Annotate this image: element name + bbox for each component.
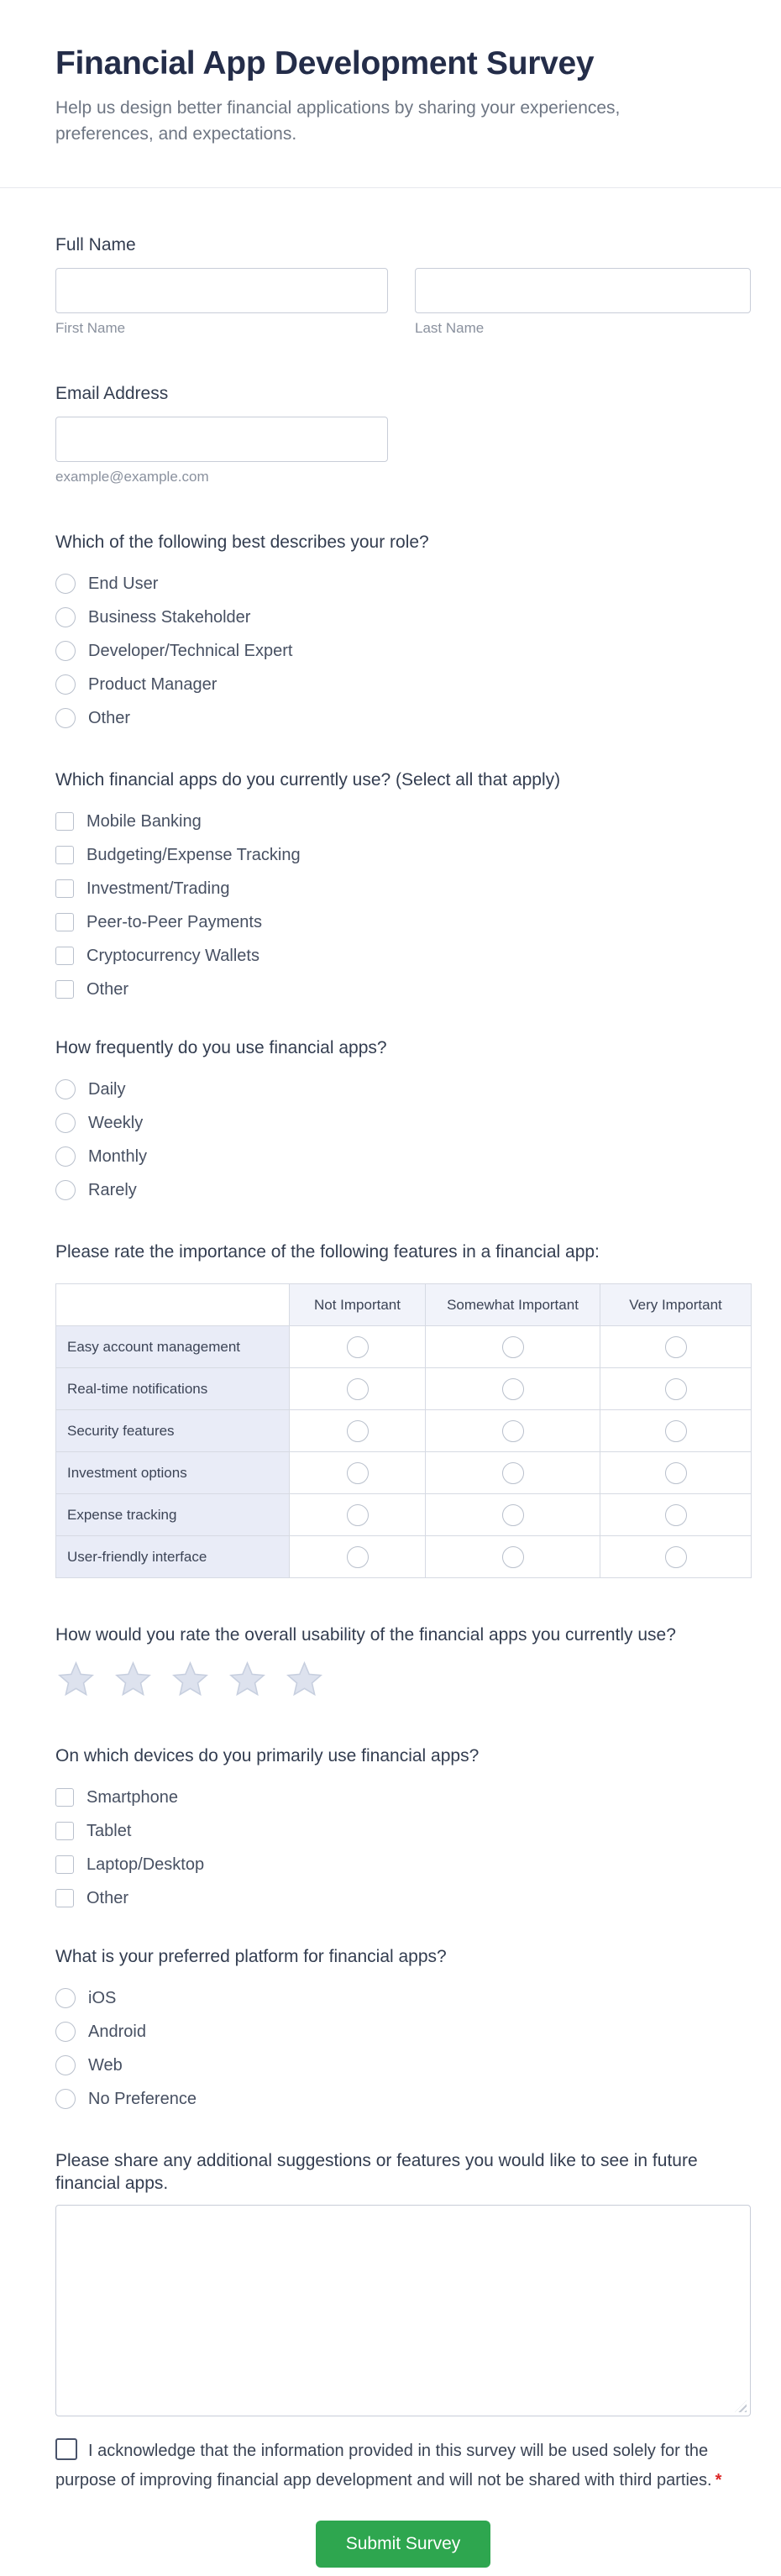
matrix-cell[interactable] bbox=[290, 1536, 426, 1578]
matrix-cell[interactable] bbox=[426, 1536, 600, 1578]
matrix-header-row bbox=[56, 1284, 752, 1326]
checkbox[interactable] bbox=[55, 846, 74, 864]
checkbox-option[interactable] bbox=[55, 1781, 751, 1814]
suggestions-textarea[interactable] bbox=[55, 2205, 751, 2416]
radio-button[interactable] bbox=[347, 1546, 369, 1568]
checkbox[interactable] bbox=[55, 1822, 74, 1840]
option-label[interactable]: Peer-to-Peer Payments bbox=[86, 912, 262, 931]
radio-button[interactable] bbox=[502, 1378, 524, 1400]
matrix-row-label: Easy account management bbox=[56, 1326, 290, 1368]
radio-option[interactable] bbox=[55, 668, 751, 701]
checkbox-option[interactable] bbox=[55, 805, 751, 838]
option-label[interactable]: Android bbox=[88, 2022, 146, 2041]
matrix-corner-cell bbox=[56, 1284, 290, 1326]
radio-button[interactable] bbox=[347, 1378, 369, 1400]
radio-button[interactable] bbox=[502, 1546, 524, 1568]
matrix-cell[interactable] bbox=[290, 1326, 426, 1368]
radio-button[interactable] bbox=[55, 674, 76, 695]
checkbox[interactable] bbox=[55, 947, 74, 965]
radio-button[interactable] bbox=[55, 1180, 76, 1200]
checkbox[interactable] bbox=[55, 1855, 74, 1874]
radio-button[interactable] bbox=[55, 1146, 76, 1167]
matrix-cell[interactable] bbox=[600, 1326, 752, 1368]
checkbox-option[interactable] bbox=[55, 1881, 751, 1915]
radio-option[interactable] bbox=[55, 567, 751, 601]
radio-group-platform bbox=[55, 1981, 751, 2116]
radio-button[interactable] bbox=[55, 2055, 76, 2075]
matrix-row-label: Security features bbox=[56, 1410, 290, 1452]
matrix-row-label: Investment options bbox=[56, 1452, 290, 1494]
suggestions-textarea-wrap bbox=[55, 2205, 751, 2416]
radio-button[interactable] bbox=[502, 1504, 524, 1526]
radio-option[interactable] bbox=[55, 1140, 751, 1173]
checkbox[interactable] bbox=[55, 913, 74, 931]
radio-button[interactable] bbox=[665, 1336, 687, 1358]
checkbox-option[interactable] bbox=[55, 939, 751, 973]
checkbox[interactable] bbox=[55, 879, 74, 898]
radio-option[interactable] bbox=[55, 1173, 751, 1207]
radio-button[interactable] bbox=[55, 708, 76, 728]
star-icon[interactable] bbox=[113, 1660, 154, 1699]
radio-button[interactable] bbox=[55, 2022, 76, 2042]
checkbox-option[interactable] bbox=[55, 838, 751, 872]
radio-button[interactable] bbox=[665, 1504, 687, 1526]
star-icon[interactable] bbox=[170, 1660, 211, 1699]
matrix-row-label: Expense tracking bbox=[56, 1494, 290, 1536]
question-devices bbox=[55, 1744, 751, 1915]
radio-group-frequency bbox=[55, 1073, 751, 1207]
checkbox-group-apps bbox=[55, 805, 751, 1006]
matrix-cell[interactable] bbox=[426, 1368, 600, 1410]
last-name-group bbox=[415, 268, 751, 337]
form-header bbox=[0, 0, 781, 188]
question-label: How would you rate the overall usability of the financial apps you currently use? bbox=[55, 1625, 676, 1645]
question-label: Which financial apps do you currently use? (Select all that apply) bbox=[55, 770, 561, 790]
checkbox[interactable] bbox=[55, 812, 74, 831]
first-name-group bbox=[55, 268, 388, 337]
radio-button[interactable] bbox=[347, 1504, 369, 1526]
matrix-cell[interactable] bbox=[290, 1368, 426, 1410]
matrix-row-label: Real-time notifications bbox=[56, 1368, 290, 1410]
acknowledgment-text: I acknowledge that the information provided in this survey will be used solely for the purpose of improving financial app development and will not be shared with third parties. bbox=[55, 2442, 712, 2489]
option-label[interactable]: Business Stakeholder bbox=[88, 607, 251, 627]
importance-matrix-table bbox=[55, 1283, 752, 1578]
matrix-row bbox=[56, 1410, 752, 1452]
option-label[interactable]: Mobile Banking bbox=[86, 811, 202, 831]
first-name-sublabel: First Name bbox=[55, 320, 126, 336]
first-name-input[interactable] bbox=[55, 268, 388, 313]
question-label: How frequently do you use financial apps? bbox=[55, 1038, 387, 1057]
email-group bbox=[55, 417, 388, 485]
checkbox-option[interactable] bbox=[55, 1814, 751, 1848]
option-label[interactable]: Smartphone bbox=[86, 1787, 178, 1807]
last-name-sublabel: Last Name bbox=[415, 320, 485, 336]
question-label: Please share any additional suggestions or features you would like to see in future financial apps. bbox=[55, 2151, 698, 2193]
question-label: Full Name bbox=[55, 235, 136, 254]
radio-option[interactable] bbox=[55, 601, 751, 634]
option-label[interactable]: End User bbox=[88, 574, 159, 593]
option-label[interactable]: Laptop/Desktop bbox=[86, 1855, 205, 1874]
matrix-cell[interactable] bbox=[600, 1494, 752, 1536]
question-label: What is your preferred platform for financial apps? bbox=[55, 1947, 447, 1966]
option-label[interactable]: Tablet bbox=[86, 1821, 132, 1840]
matrix-column-header: Somewhat Important bbox=[426, 1284, 600, 1326]
question-platform bbox=[55, 1945, 751, 2116]
question-label: On which devices do you primarily use financial apps? bbox=[55, 1746, 480, 1765]
radio-option[interactable] bbox=[55, 1073, 751, 1106]
radio-button[interactable] bbox=[665, 1378, 687, 1400]
question-suggestions bbox=[55, 2149, 751, 2416]
radio-button[interactable] bbox=[502, 1420, 524, 1442]
question-label: Please rate the importance of the following features in a financial app: bbox=[55, 1242, 600, 1262]
radio-button[interactable] bbox=[665, 1420, 687, 1442]
option-label[interactable]: Rarely bbox=[88, 1180, 137, 1199]
matrix-cell[interactable] bbox=[600, 1536, 752, 1578]
radio-option[interactable] bbox=[55, 2082, 751, 2116]
question-role bbox=[55, 531, 751, 735]
checkbox-option[interactable] bbox=[55, 1848, 751, 1881]
star-rating bbox=[55, 1660, 751, 1699]
matrix-column-header: Very Important bbox=[600, 1284, 752, 1326]
matrix-cell[interactable] bbox=[426, 1494, 600, 1536]
option-label[interactable]: Weekly bbox=[88, 1113, 144, 1132]
submit-button[interactable]: Submit Survey bbox=[316, 2521, 491, 2568]
matrix-row bbox=[56, 1368, 752, 1410]
question-label: Which of the following best describes your role? bbox=[55, 533, 429, 552]
option-label[interactable]: Cryptocurrency Wallets bbox=[86, 946, 259, 965]
matrix-cell[interactable] bbox=[600, 1368, 752, 1410]
submit-row bbox=[55, 2521, 751, 2576]
acknowledgment-checkbox[interactable] bbox=[55, 2438, 77, 2460]
checkbox[interactable] bbox=[55, 980, 74, 999]
radio-option[interactable] bbox=[55, 2049, 751, 2082]
checkbox-option[interactable] bbox=[55, 905, 751, 939]
matrix-cell[interactable] bbox=[290, 1494, 426, 1536]
question-usability bbox=[55, 1624, 751, 1699]
checkbox-option[interactable] bbox=[55, 872, 751, 905]
matrix-cell[interactable] bbox=[600, 1452, 752, 1494]
radio-button[interactable] bbox=[502, 1462, 524, 1484]
matrix-cell[interactable] bbox=[600, 1410, 752, 1452]
option-label[interactable]: Other bbox=[86, 979, 129, 999]
radio-button[interactable] bbox=[347, 1336, 369, 1358]
star-icon[interactable] bbox=[227, 1660, 268, 1699]
question-full-name bbox=[55, 233, 751, 337]
matrix-row bbox=[56, 1452, 752, 1494]
radio-button[interactable] bbox=[55, 574, 76, 594]
checkbox[interactable] bbox=[55, 1788, 74, 1807]
option-label[interactable]: Other bbox=[86, 1888, 129, 1907]
option-label[interactable]: No Preference bbox=[88, 2089, 197, 2108]
matrix-column-header: Not Important bbox=[290, 1284, 426, 1326]
page-title: Financial App Development Survey bbox=[55, 45, 595, 81]
page-subtitle: Help us design better financial applications by sharing your experiences, preferences, and expectations. bbox=[55, 98, 621, 144]
radio-option[interactable] bbox=[55, 701, 751, 735]
email-input[interactable] bbox=[55, 417, 388, 462]
question-importance-matrix bbox=[55, 1241, 751, 1578]
matrix-cell[interactable] bbox=[426, 1326, 600, 1368]
star-icon[interactable] bbox=[284, 1660, 325, 1699]
option-label[interactable]: Web bbox=[88, 2055, 123, 2075]
radio-option[interactable] bbox=[55, 1981, 751, 2015]
question-frequency bbox=[55, 1036, 751, 1207]
radio-option[interactable] bbox=[55, 634, 751, 668]
radio-button[interactable] bbox=[55, 607, 76, 627]
radio-button[interactable] bbox=[55, 1079, 76, 1099]
matrix-row bbox=[56, 1536, 752, 1578]
matrix-cell[interactable] bbox=[426, 1452, 600, 1494]
radio-option[interactable] bbox=[55, 2015, 751, 2049]
option-label[interactable]: iOS bbox=[88, 1988, 117, 2007]
radio-button[interactable] bbox=[347, 1420, 369, 1442]
matrix-row-label: User-friendly interface bbox=[56, 1536, 290, 1578]
radio-button[interactable] bbox=[665, 1462, 687, 1484]
question-email bbox=[55, 382, 751, 485]
checkbox[interactable] bbox=[55, 1889, 74, 1907]
radio-option[interactable] bbox=[55, 1106, 751, 1140]
star-icon[interactable] bbox=[55, 1660, 97, 1699]
form-body bbox=[0, 233, 781, 2576]
option-label[interactable]: Investment/Trading bbox=[86, 879, 230, 898]
option-label[interactable]: Other bbox=[88, 708, 131, 727]
required-asterisk: * bbox=[715, 2471, 722, 2489]
checkbox-group-devices bbox=[55, 1781, 751, 1915]
radio-button[interactable] bbox=[55, 1113, 76, 1133]
option-label[interactable]: Monthly bbox=[88, 1146, 148, 1166]
checkbox-option[interactable] bbox=[55, 973, 751, 1006]
radio-button[interactable] bbox=[55, 1988, 76, 2008]
matrix-row bbox=[56, 1494, 752, 1536]
last-name-input[interactable] bbox=[415, 268, 751, 313]
radio-button[interactable] bbox=[55, 641, 76, 661]
question-apps bbox=[55, 769, 751, 1006]
email-sublabel: example@example.com bbox=[55, 469, 209, 485]
radio-button[interactable] bbox=[55, 2089, 76, 2109]
matrix-cell[interactable] bbox=[290, 1410, 426, 1452]
option-label[interactable]: Product Manager bbox=[88, 674, 218, 694]
radio-group-role bbox=[55, 567, 751, 735]
matrix-cell[interactable] bbox=[426, 1410, 600, 1452]
radio-button[interactable] bbox=[347, 1462, 369, 1484]
matrix-cell[interactable] bbox=[290, 1452, 426, 1494]
radio-button[interactable] bbox=[502, 1336, 524, 1358]
radio-button[interactable] bbox=[665, 1546, 687, 1568]
question-label: Email Address bbox=[55, 384, 169, 403]
matrix-row bbox=[56, 1326, 752, 1368]
option-label[interactable]: Developer/Technical Expert bbox=[88, 641, 293, 660]
option-label[interactable]: Daily bbox=[88, 1079, 126, 1099]
option-label[interactable]: Budgeting/Expense Tracking bbox=[86, 845, 301, 864]
acknowledgment bbox=[55, 2437, 740, 2495]
